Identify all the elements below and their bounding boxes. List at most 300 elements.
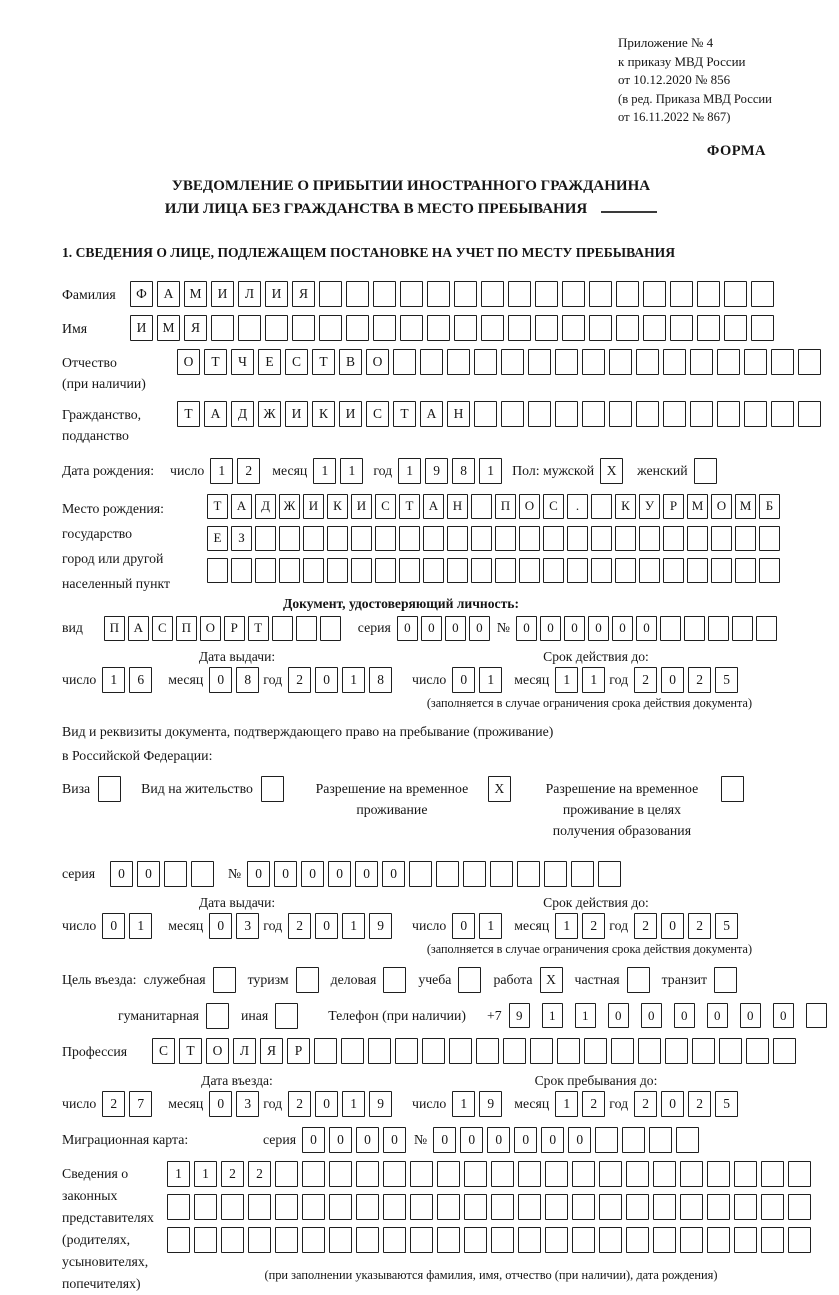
birth-place-char-box[interactable]	[471, 494, 492, 519]
stay-year-box[interactable]: 2	[634, 1091, 657, 1117]
name-char-box[interactable]	[697, 315, 720, 341]
patronymic-char-box[interactable]	[501, 349, 524, 375]
patronymic-char-box[interactable]	[582, 349, 605, 375]
representatives-char-box[interactable]: 1	[167, 1161, 190, 1187]
entry-day-box[interactable]: 7	[129, 1091, 152, 1117]
phone-digit-box[interactable]: 0	[674, 1003, 695, 1028]
citizenship-char-box[interactable]: Т	[393, 401, 416, 427]
residence-series-char-box[interactable]: 0	[110, 861, 133, 887]
patronymic-char-box[interactable]	[690, 349, 713, 375]
doc-series-char-box[interactable]: 0	[397, 616, 418, 641]
representatives-char-box[interactable]	[761, 1227, 784, 1253]
res-expiry-day-box[interactable]: 1	[479, 913, 502, 939]
res-issue-month-box[interactable]: 0	[209, 913, 232, 939]
birth-place-char-box[interactable]: З	[231, 526, 252, 551]
surname-char-box[interactable]	[481, 281, 504, 307]
stay-month-box[interactable]: 1	[555, 1091, 578, 1117]
doc-issue-day-box[interactable]: 6	[129, 667, 152, 693]
doc-expiry-year-box[interactable]: 2	[634, 667, 657, 693]
residence-number-char-box[interactable]: 0	[301, 861, 324, 887]
res-issue-year-box[interactable]: 2	[288, 913, 311, 939]
res-expiry-year-box[interactable]: 0	[661, 913, 684, 939]
representatives-char-box[interactable]	[275, 1161, 298, 1187]
profession-char-box[interactable]	[611, 1038, 634, 1064]
doc-issue-year-box[interactable]: 1	[342, 667, 365, 693]
profession-char-box[interactable]	[395, 1038, 418, 1064]
residence-number-char-box[interactable]	[598, 861, 621, 887]
representatives-char-box[interactable]	[194, 1194, 217, 1220]
patronymic-char-box[interactable]	[609, 349, 632, 375]
birth-place-char-box[interactable]	[639, 558, 660, 583]
name-char-box[interactable]	[427, 315, 450, 341]
birth-place-char-box[interactable]	[471, 526, 492, 551]
profession-char-box[interactable]	[557, 1038, 580, 1064]
gender-female-checkbox[interactable]	[694, 458, 717, 484]
doc-issue-year-box[interactable]: 8	[369, 667, 392, 693]
purpose-official-checkbox[interactable]	[213, 967, 236, 993]
surname-char-box[interactable]	[400, 281, 423, 307]
birth-place-char-box[interactable]	[231, 558, 252, 583]
representatives-char-box[interactable]	[221, 1227, 244, 1253]
profession-char-box[interactable]	[530, 1038, 553, 1064]
profession-char-box[interactable]: Р	[287, 1038, 310, 1064]
doc-type-char-box[interactable]: П	[176, 616, 197, 641]
phone-digit-box[interactable]: 0	[773, 1003, 794, 1028]
patronymic-char-box[interactable]	[744, 349, 767, 375]
birth-place-char-box[interactable]: Е	[207, 526, 228, 551]
representatives-char-box[interactable]	[491, 1227, 514, 1253]
birth-place-char-box[interactable]	[735, 558, 756, 583]
birth-place-char-box[interactable]: О	[519, 494, 540, 519]
patronymic-char-box[interactable]	[393, 349, 416, 375]
birth-place-char-box[interactable]	[663, 526, 684, 551]
doc-type-char-box[interactable]: О	[200, 616, 221, 641]
doc-type-char-box[interactable]: С	[152, 616, 173, 641]
birth-place-char-box[interactable]	[303, 558, 324, 583]
entry-year-box[interactable]: 9	[369, 1091, 392, 1117]
representatives-char-box[interactable]	[545, 1227, 568, 1253]
name-char-box[interactable]	[373, 315, 396, 341]
res-issue-year-box[interactable]: 9	[369, 913, 392, 939]
birth-place-char-box[interactable]	[615, 558, 636, 583]
birth-place-char-box[interactable]	[207, 558, 228, 583]
birth-place-char-box[interactable]	[687, 526, 708, 551]
profession-char-box[interactable]	[692, 1038, 715, 1064]
patronymic-char-box[interactable]: Е	[258, 349, 281, 375]
representatives-char-box[interactable]	[518, 1194, 541, 1220]
migration-series-char-box[interactable]: 0	[329, 1127, 352, 1153]
phone-digit-box[interactable]: 0	[740, 1003, 761, 1028]
doc-series-char-box[interactable]: 0	[445, 616, 466, 641]
patronymic-char-box[interactable]	[636, 349, 659, 375]
birth-place-char-box[interactable]	[351, 526, 372, 551]
profession-char-box[interactable]	[341, 1038, 364, 1064]
stay-year-box[interactable]: 2	[688, 1091, 711, 1117]
birth-place-char-box[interactable]: Д	[255, 494, 276, 519]
profession-char-box[interactable]	[314, 1038, 337, 1064]
residence-number-char-box[interactable]	[463, 861, 486, 887]
surname-char-box[interactable]	[643, 281, 666, 307]
profession-char-box[interactable]	[503, 1038, 526, 1064]
name-char-box[interactable]: И	[130, 315, 153, 341]
doc-number-char-box[interactable]	[684, 616, 705, 641]
residence-number-char-box[interactable]: 0	[355, 861, 378, 887]
birth-place-char-box[interactable]	[327, 526, 348, 551]
res-issue-day-box[interactable]: 0	[102, 913, 125, 939]
patronymic-char-box[interactable]	[420, 349, 443, 375]
birth-place-char-box[interactable]: П	[495, 494, 516, 519]
representatives-char-box[interactable]	[302, 1194, 325, 1220]
stay-year-box[interactable]: 0	[661, 1091, 684, 1117]
patronymic-char-box[interactable]	[717, 349, 740, 375]
representatives-char-box[interactable]	[599, 1194, 622, 1220]
representatives-char-box[interactable]	[275, 1227, 298, 1253]
citizenship-char-box[interactable]	[717, 401, 740, 427]
doc-expiry-month-box[interactable]: 1	[582, 667, 605, 693]
representatives-char-box[interactable]	[410, 1194, 433, 1220]
birth-place-char-box[interactable]	[543, 558, 564, 583]
birth-place-char-box[interactable]: К	[327, 494, 348, 519]
birth-place-char-box[interactable]	[663, 558, 684, 583]
birth-place-char-box[interactable]	[735, 526, 756, 551]
doc-issue-month-box[interactable]: 0	[209, 667, 232, 693]
migration-series-char-box[interactable]: 0	[383, 1127, 406, 1153]
representatives-char-box[interactable]	[464, 1227, 487, 1253]
birth-day-box[interactable]: 1	[210, 458, 233, 484]
purpose-humanitarian-checkbox[interactable]	[206, 1003, 229, 1029]
res-issue-month-box[interactable]: 3	[236, 913, 259, 939]
purpose-transit-checkbox[interactable]	[714, 967, 737, 993]
doc-issue-day-box[interactable]: 1	[102, 667, 125, 693]
stay-day-box[interactable]: 9	[479, 1091, 502, 1117]
doc-issue-month-box[interactable]: 8	[236, 667, 259, 693]
birth-year-box[interactable]: 1	[479, 458, 502, 484]
representatives-char-box[interactable]	[572, 1227, 595, 1253]
birth-place-char-box[interactable]: Р	[663, 494, 684, 519]
profession-char-box[interactable]: С	[152, 1038, 175, 1064]
representatives-char-box[interactable]	[680, 1161, 703, 1187]
surname-char-box[interactable]: Л	[238, 281, 261, 307]
birth-year-box[interactable]: 8	[452, 458, 475, 484]
migration-number-char-box[interactable]	[595, 1127, 618, 1153]
representatives-char-box[interactable]	[167, 1227, 190, 1253]
doc-type-char-box[interactable]: П	[104, 616, 125, 641]
phone-digit-box[interactable]: 1	[542, 1003, 563, 1028]
representatives-char-box[interactable]	[680, 1194, 703, 1220]
purpose-work-checkbox[interactable]: X	[540, 967, 563, 993]
profession-char-box[interactable]: Я	[260, 1038, 283, 1064]
doc-expiry-day-box[interactable]: 0	[452, 667, 475, 693]
representatives-char-box[interactable]	[383, 1194, 406, 1220]
migration-number-char-box[interactable]: 0	[514, 1127, 537, 1153]
doc-number-char-box[interactable]	[732, 616, 753, 641]
birth-place-char-box[interactable]	[375, 558, 396, 583]
name-char-box[interactable]: Я	[184, 315, 207, 341]
birth-place-char-box[interactable]: С	[543, 494, 564, 519]
representatives-char-box[interactable]	[356, 1194, 379, 1220]
surname-char-box[interactable]: Я	[292, 281, 315, 307]
birth-place-char-box[interactable]	[471, 558, 492, 583]
doc-issue-year-box[interactable]: 2	[288, 667, 311, 693]
citizenship-char-box[interactable]: К	[312, 401, 335, 427]
representatives-char-box[interactable]	[788, 1194, 811, 1220]
name-char-box[interactable]	[346, 315, 369, 341]
birth-place-char-box[interactable]: О	[711, 494, 732, 519]
representatives-char-box[interactable]	[734, 1194, 757, 1220]
birth-place-char-box[interactable]: А	[231, 494, 252, 519]
representatives-char-box[interactable]	[248, 1227, 271, 1253]
name-char-box[interactable]	[211, 315, 234, 341]
representatives-char-box[interactable]	[653, 1227, 676, 1253]
entry-year-box[interactable]: 1	[342, 1091, 365, 1117]
representatives-char-box[interactable]	[464, 1161, 487, 1187]
name-char-box[interactable]	[238, 315, 261, 341]
surname-char-box[interactable]	[589, 281, 612, 307]
residence-permit-checkbox[interactable]	[261, 776, 284, 802]
patronymic-char-box[interactable]: С	[285, 349, 308, 375]
birth-place-char-box[interactable]	[759, 558, 780, 583]
purpose-private-checkbox[interactable]	[627, 967, 650, 993]
temp-residence-checkbox[interactable]: X	[488, 776, 511, 802]
representatives-char-box[interactable]	[653, 1194, 676, 1220]
profession-char-box[interactable]: Л	[233, 1038, 256, 1064]
migration-number-char-box[interactable]: 0	[568, 1127, 591, 1153]
name-char-box[interactable]	[562, 315, 585, 341]
representatives-char-box[interactable]	[221, 1194, 244, 1220]
name-char-box[interactable]	[751, 315, 774, 341]
surname-char-box[interactable]: М	[184, 281, 207, 307]
name-char-box[interactable]	[589, 315, 612, 341]
representatives-char-box[interactable]	[437, 1194, 460, 1220]
representatives-char-box[interactable]	[329, 1227, 352, 1253]
res-issue-day-box[interactable]: 1	[129, 913, 152, 939]
gender-male-checkbox[interactable]: X	[600, 458, 623, 484]
patronymic-char-box[interactable]	[771, 349, 794, 375]
doc-expiry-day-box[interactable]: 1	[479, 667, 502, 693]
doc-series-char-box[interactable]: 0	[421, 616, 442, 641]
birth-place-char-box[interactable]	[423, 526, 444, 551]
surname-char-box[interactable]: А	[157, 281, 180, 307]
migration-number-char-box[interactable]: 0	[460, 1127, 483, 1153]
res-expiry-month-box[interactable]: 2	[582, 913, 605, 939]
birth-place-char-box[interactable]	[519, 558, 540, 583]
citizenship-char-box[interactable]	[609, 401, 632, 427]
name-char-box[interactable]	[616, 315, 639, 341]
birth-place-char-box[interactable]	[759, 526, 780, 551]
patronymic-char-box[interactable]: Т	[312, 349, 335, 375]
citizenship-char-box[interactable]	[555, 401, 578, 427]
patronymic-char-box[interactable]: О	[177, 349, 200, 375]
birth-month-box[interactable]: 1	[313, 458, 336, 484]
citizenship-char-box[interactable]	[528, 401, 551, 427]
phone-digit-box[interactable]: 0	[641, 1003, 662, 1028]
citizenship-char-box[interactable]: А	[420, 401, 443, 427]
surname-char-box[interactable]	[454, 281, 477, 307]
representatives-char-box[interactable]	[437, 1161, 460, 1187]
citizenship-char-box[interactable]	[663, 401, 686, 427]
birth-place-char-box[interactable]	[711, 526, 732, 551]
birth-place-char-box[interactable]	[279, 526, 300, 551]
residence-number-char-box[interactable]	[490, 861, 513, 887]
birth-place-char-box[interactable]: .	[567, 494, 588, 519]
representatives-char-box[interactable]	[383, 1161, 406, 1187]
representatives-char-box[interactable]	[788, 1161, 811, 1187]
phone-digit-box[interactable]: 9	[509, 1003, 530, 1028]
birth-place-char-box[interactable]: Б	[759, 494, 780, 519]
birth-place-char-box[interactable]	[591, 526, 612, 551]
doc-number-char-box[interactable]: 0	[516, 616, 537, 641]
residence-number-char-box[interactable]: 0	[247, 861, 270, 887]
doc-number-char-box[interactable]	[660, 616, 681, 641]
surname-char-box[interactable]	[319, 281, 342, 307]
birth-place-char-box[interactable]	[447, 558, 468, 583]
birth-place-char-box[interactable]: М	[735, 494, 756, 519]
profession-char-box[interactable]	[476, 1038, 499, 1064]
citizenship-char-box[interactable]	[798, 401, 821, 427]
res-expiry-year-box[interactable]: 2	[634, 913, 657, 939]
profession-char-box[interactable]: О	[206, 1038, 229, 1064]
surname-char-box[interactable]: Ф	[130, 281, 153, 307]
birth-place-char-box[interactable]: Т	[399, 494, 420, 519]
representatives-char-box[interactable]	[626, 1161, 649, 1187]
citizenship-char-box[interactable]	[474, 401, 497, 427]
representatives-char-box[interactable]	[329, 1194, 352, 1220]
res-expiry-month-box[interactable]: 1	[555, 913, 578, 939]
birth-place-char-box[interactable]: К	[615, 494, 636, 519]
doc-expiry-year-box[interactable]: 2	[688, 667, 711, 693]
birth-place-char-box[interactable]	[399, 526, 420, 551]
surname-char-box[interactable]	[508, 281, 531, 307]
surname-char-box[interactable]	[616, 281, 639, 307]
birth-place-char-box[interactable]	[279, 558, 300, 583]
doc-type-char-box[interactable]	[320, 616, 341, 641]
birth-place-char-box[interactable]: С	[375, 494, 396, 519]
birth-year-box[interactable]: 1	[398, 458, 421, 484]
name-char-box[interactable]	[265, 315, 288, 341]
migration-number-char-box[interactable]: 0	[541, 1127, 564, 1153]
patronymic-char-box[interactable]	[798, 349, 821, 375]
doc-type-char-box[interactable]	[272, 616, 293, 641]
doc-number-char-box[interactable]	[708, 616, 729, 641]
citizenship-char-box[interactable]: Н	[447, 401, 470, 427]
residence-series-char-box[interactable]: 0	[137, 861, 160, 887]
citizenship-char-box[interactable]: Ж	[258, 401, 281, 427]
birth-place-char-box[interactable]: Н	[447, 494, 468, 519]
surname-char-box[interactable]	[535, 281, 558, 307]
profession-char-box[interactable]	[422, 1038, 445, 1064]
doc-number-char-box[interactable]: 0	[564, 616, 585, 641]
citizenship-char-box[interactable]: А	[204, 401, 227, 427]
birth-place-char-box[interactable]	[351, 558, 372, 583]
res-issue-year-box[interactable]: 0	[315, 913, 338, 939]
birth-place-char-box[interactable]: Ж	[279, 494, 300, 519]
representatives-char-box[interactable]	[599, 1161, 622, 1187]
stay-year-box[interactable]: 5	[715, 1091, 738, 1117]
doc-number-char-box[interactable]: 0	[636, 616, 657, 641]
birth-place-char-box[interactable]	[495, 526, 516, 551]
residence-series-char-box[interactable]	[191, 861, 214, 887]
entry-month-box[interactable]: 3	[236, 1091, 259, 1117]
citizenship-char-box[interactable]: Д	[231, 401, 254, 427]
citizenship-char-box[interactable]	[501, 401, 524, 427]
patronymic-char-box[interactable]: О	[366, 349, 389, 375]
profession-char-box[interactable]	[449, 1038, 472, 1064]
citizenship-char-box[interactable]: И	[285, 401, 308, 427]
doc-type-char-box[interactable]: Т	[248, 616, 269, 641]
phone-digit-box[interactable]: 0	[608, 1003, 629, 1028]
surname-char-box[interactable]	[373, 281, 396, 307]
representatives-char-box[interactable]	[248, 1194, 271, 1220]
entry-month-box[interactable]: 0	[209, 1091, 232, 1117]
representatives-char-box[interactable]	[734, 1227, 757, 1253]
birth-place-char-box[interactable]	[399, 558, 420, 583]
doc-type-char-box[interactable]	[296, 616, 317, 641]
birth-place-char-box[interactable]	[447, 526, 468, 551]
birth-place-char-box[interactable]	[423, 558, 444, 583]
representatives-char-box[interactable]: 2	[221, 1161, 244, 1187]
birth-place-char-box[interactable]	[255, 558, 276, 583]
birth-place-char-box[interactable]: Т	[207, 494, 228, 519]
name-char-box[interactable]	[454, 315, 477, 341]
birth-place-char-box[interactable]	[711, 558, 732, 583]
patronymic-char-box[interactable]	[528, 349, 551, 375]
citizenship-char-box[interactable]	[771, 401, 794, 427]
birth-place-char-box[interactable]	[639, 526, 660, 551]
patronymic-char-box[interactable]: Т	[204, 349, 227, 375]
birth-year-box[interactable]: 9	[425, 458, 448, 484]
birth-place-char-box[interactable]	[591, 558, 612, 583]
migration-number-char-box[interactable]	[622, 1127, 645, 1153]
birth-place-char-box[interactable]: М	[687, 494, 708, 519]
citizenship-char-box[interactable]	[636, 401, 659, 427]
doc-number-char-box[interactable]	[756, 616, 777, 641]
migration-number-char-box[interactable]: 0	[487, 1127, 510, 1153]
stay-day-box[interactable]: 1	[452, 1091, 475, 1117]
representatives-char-box[interactable]	[302, 1161, 325, 1187]
profession-char-box[interactable]	[368, 1038, 391, 1064]
name-char-box[interactable]	[670, 315, 693, 341]
name-char-box[interactable]	[535, 315, 558, 341]
representatives-char-box[interactable]	[572, 1161, 595, 1187]
representatives-char-box[interactable]	[356, 1227, 379, 1253]
surname-char-box[interactable]	[670, 281, 693, 307]
migration-series-char-box[interactable]: 0	[302, 1127, 325, 1153]
patronymic-char-box[interactable]: В	[339, 349, 362, 375]
profession-char-box[interactable]	[638, 1038, 661, 1064]
representatives-char-box[interactable]	[410, 1161, 433, 1187]
res-issue-year-box[interactable]: 1	[342, 913, 365, 939]
phone-digit-box[interactable]: 1	[575, 1003, 596, 1028]
residence-number-char-box[interactable]	[517, 861, 540, 887]
representatives-char-box[interactable]	[410, 1227, 433, 1253]
representatives-char-box[interactable]	[167, 1194, 190, 1220]
purpose-business-checkbox[interactable]	[383, 967, 406, 993]
representatives-char-box[interactable]	[707, 1194, 730, 1220]
entry-day-box[interactable]: 2	[102, 1091, 125, 1117]
birth-place-char-box[interactable]	[543, 526, 564, 551]
birth-place-char-box[interactable]	[591, 494, 612, 519]
doc-number-char-box[interactable]: 0	[588, 616, 609, 641]
profession-char-box[interactable]	[746, 1038, 769, 1064]
representatives-char-box[interactable]	[626, 1194, 649, 1220]
representatives-char-box[interactable]	[761, 1161, 784, 1187]
residence-number-char-box[interactable]	[436, 861, 459, 887]
profession-char-box[interactable]: Т	[179, 1038, 202, 1064]
surname-char-box[interactable]: И	[211, 281, 234, 307]
residence-number-char-box[interactable]	[571, 861, 594, 887]
surname-char-box[interactable]: И	[265, 281, 288, 307]
birth-place-char-box[interactable]	[255, 526, 276, 551]
